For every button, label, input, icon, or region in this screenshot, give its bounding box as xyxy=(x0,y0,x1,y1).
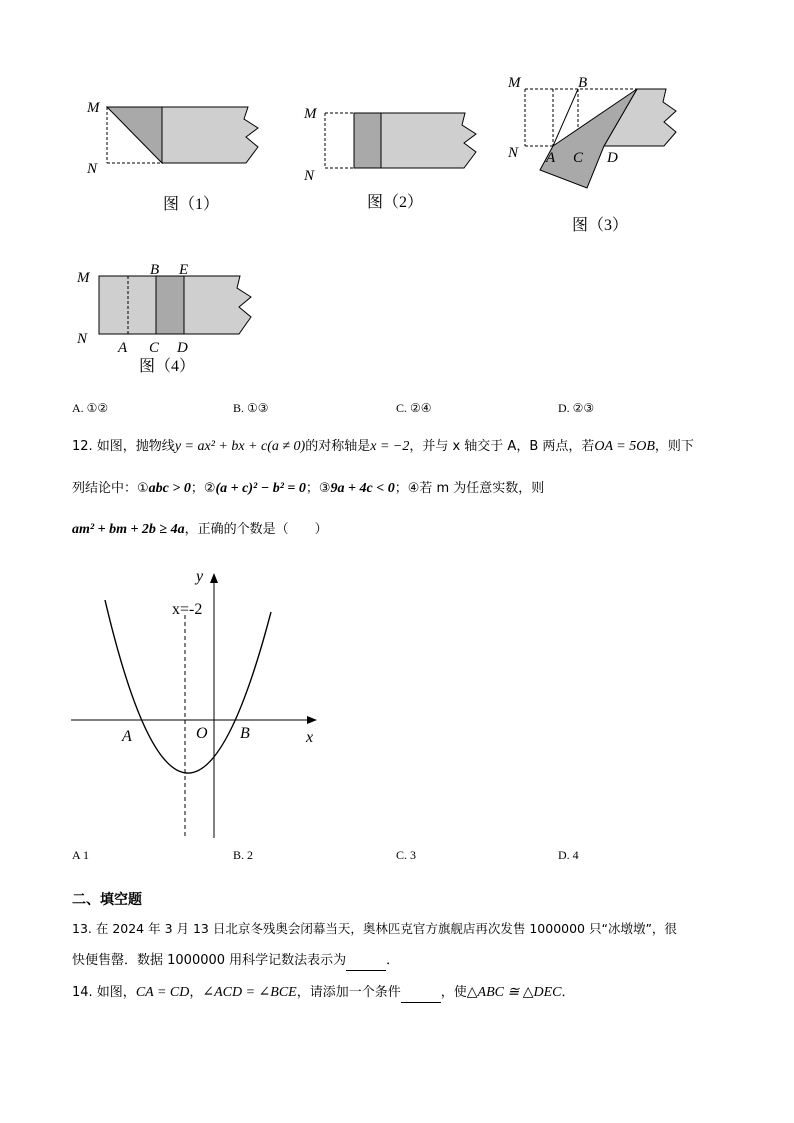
q14-comma: ， xyxy=(189,985,203,1000)
q14-pre: 14. 如图， xyxy=(72,985,136,1000)
q12-option-c[interactable]: C. 3 xyxy=(396,848,417,862)
fig4-label-a: A xyxy=(118,340,128,356)
section-heading-fill-in: 二、填空题 xyxy=(72,892,142,908)
figure-2 xyxy=(300,100,490,220)
q14-post: ，使 xyxy=(440,985,467,1000)
fig1-caption: 图（1） xyxy=(163,196,220,213)
fig3-label-c: C xyxy=(573,150,584,166)
q13-answer-blank[interactable] xyxy=(346,957,386,971)
q12-text1: 的对称轴是 xyxy=(305,439,371,454)
fig3-caption: 图（3） xyxy=(572,217,629,234)
symmetry-axis-label: x=-2 xyxy=(172,601,203,618)
q12-option-d[interactable]: D. 4 xyxy=(558,848,579,862)
q14-line xyxy=(72,983,575,1003)
q12-sep3: ；③ xyxy=(305,481,331,496)
q12-text3: ，则下 xyxy=(654,439,694,454)
fig1-fold-triangle xyxy=(107,107,162,163)
figure-1 xyxy=(80,95,280,220)
q13-line-2 xyxy=(72,951,399,971)
fig4-caption: 图（4） xyxy=(139,358,196,375)
q14-cond1: CA = CD xyxy=(135,985,190,1000)
q12-equation: y = ax² + bx + c(a ≠ 0) xyxy=(174,439,306,454)
fig3-label-a: A xyxy=(546,150,556,166)
q11-option-c[interactable]: C. ②④ xyxy=(396,401,432,415)
fig4-label-m: M xyxy=(77,270,90,286)
fig2-folded-band xyxy=(354,113,381,168)
x-axis-label: x xyxy=(306,729,314,746)
q12-ratio: OA = 5OB xyxy=(594,439,655,454)
q13-line2-text: 快便售罄．数据 1000000 用科学记数法表示为 xyxy=(72,953,347,968)
fig1-label-m: M xyxy=(87,100,100,116)
q14-cond2: ∠ACD = ∠BCE xyxy=(202,985,297,1000)
q11-option-d[interactable]: D. ②③ xyxy=(558,401,595,415)
fig4-label-n: N xyxy=(77,331,88,347)
q11-option-b[interactable]: B. ①③ xyxy=(233,401,269,415)
fig2-caption: 图（2） xyxy=(367,194,424,211)
q12-option-a[interactable]: A 1 xyxy=(72,848,90,862)
q13-line-1: 13. 在 2024 年 3 月 13 日北京冬残奥会闭幕当天，奥林匹克官方旗舰店再次发售 1000000 只“冰墩墩”，很 xyxy=(72,921,677,936)
fig4-folded-band xyxy=(156,276,184,334)
parabola-curve xyxy=(105,600,271,773)
fig4-label-b: B xyxy=(150,262,160,278)
q13-line2-end: ． xyxy=(386,953,400,968)
q12-line2-prefix: 列结论中：① xyxy=(72,481,149,496)
q14-conclusion: △ABC ≅ △DEC xyxy=(466,985,562,1000)
q14-mid: ，请添加一个条件 xyxy=(296,985,401,1000)
figure-3 xyxy=(500,66,690,241)
q14-end: ． xyxy=(561,985,575,1000)
q12-line-1 xyxy=(72,437,694,457)
y-axis-label: y xyxy=(196,568,204,585)
q12-option-b[interactable]: B. 2 xyxy=(233,848,254,862)
q12-conclusion-3: 9a + 4c < 0 xyxy=(330,481,395,496)
q12-line2-suffix: ；④若 m 为任意实数，则 xyxy=(394,481,545,496)
parabola-graph xyxy=(68,562,328,840)
q12-sep2: ；② xyxy=(190,481,216,496)
q12-conclusion-4: am² + bm + 2b ≥ 4a xyxy=(72,522,185,537)
fig2-label-m: M xyxy=(304,106,317,122)
origin-label: O xyxy=(196,725,208,742)
q11-option-a[interactable]: A. ①② xyxy=(72,401,109,415)
q12-axis: x = −2 xyxy=(370,439,410,454)
fig3-label-m: M xyxy=(508,75,521,91)
q14-answer-blank[interactable] xyxy=(401,989,441,1003)
fig1-label-n: N xyxy=(87,161,98,177)
fig3-label-b: B xyxy=(578,75,588,91)
fig1-strip xyxy=(162,107,258,163)
fig2-label-n: N xyxy=(304,168,315,184)
q12-conclusion-1: abc > 0 xyxy=(148,481,191,496)
point-a-label: A xyxy=(122,728,132,745)
point-b-label: B xyxy=(240,725,250,742)
fig4-label-e: E xyxy=(179,262,189,278)
fig4-label-d: D xyxy=(177,340,188,356)
fig3-label-d: D xyxy=(607,150,618,166)
x-axis-arrow xyxy=(307,716,317,724)
q12-number: 12. 如图，抛物线 xyxy=(72,439,175,454)
q12-conclusion-2: (a + c)² − b² = 0 xyxy=(215,481,306,496)
q12-line-3 xyxy=(72,520,328,540)
fig4-label-c: C xyxy=(149,340,160,356)
q12-line3-suffix: ，正确的个数是（ ） xyxy=(184,522,328,537)
q12-text2: ，并与 x 轴交于 A，B 两点，若 xyxy=(409,439,595,454)
q12-line-2 xyxy=(72,479,544,499)
y-axis-arrow xyxy=(210,573,218,583)
figure-4 xyxy=(72,258,272,378)
fig3-label-n: N xyxy=(508,145,519,161)
